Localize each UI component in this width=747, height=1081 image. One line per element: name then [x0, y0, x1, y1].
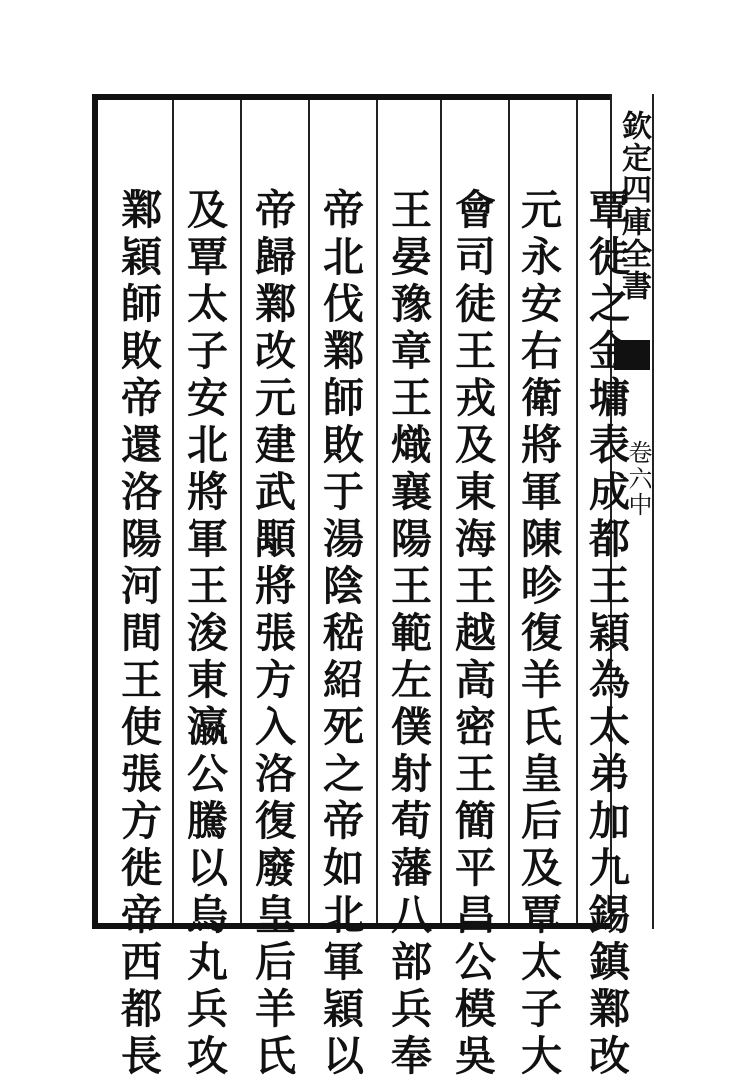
text-column-3: 會司徒王戎及東海王越高密王簡平昌公模吳	[448, 188, 496, 1081]
book-title: 欽定四庫全書	[616, 110, 651, 302]
frame-left-border	[92, 94, 98, 929]
frame-top-border	[92, 94, 654, 100]
column-rule	[172, 100, 174, 923]
column-rule	[376, 100, 378, 923]
frame-bottom-border	[92, 923, 654, 929]
juan-label: 卷六中	[624, 440, 652, 518]
column-rule	[576, 100, 578, 923]
text-column-4: 王晏豫章王熾襄陽王範左僕射荀藩八部兵奉	[384, 188, 432, 1081]
column-rule	[440, 100, 442, 923]
column-rule	[240, 100, 242, 923]
text-column-5: 帝北伐鄴師敗于湯陰嵇紹死之帝如北軍穎以	[316, 188, 364, 1081]
text-column-2: 元永安右衛將軍陳昣復羊氏皇后及覃太子大	[514, 188, 562, 1081]
column-rule	[508, 100, 510, 923]
text-column-1: 覃徙之金墉表成都王穎為太弟加九錫鎮鄴改	[582, 188, 630, 1081]
column-rule	[308, 100, 310, 923]
text-column-6: 帝歸鄴改元建武顒將張方入洛復廢皇后羊氏	[248, 188, 296, 1081]
text-column-7: 及覃太子安北將軍王浚東瀛公騰以烏丸兵攻	[180, 188, 228, 1081]
text-column-8: 鄴穎師敗帝還洛陽河間王使張方徙帝西都長	[114, 188, 162, 1081]
